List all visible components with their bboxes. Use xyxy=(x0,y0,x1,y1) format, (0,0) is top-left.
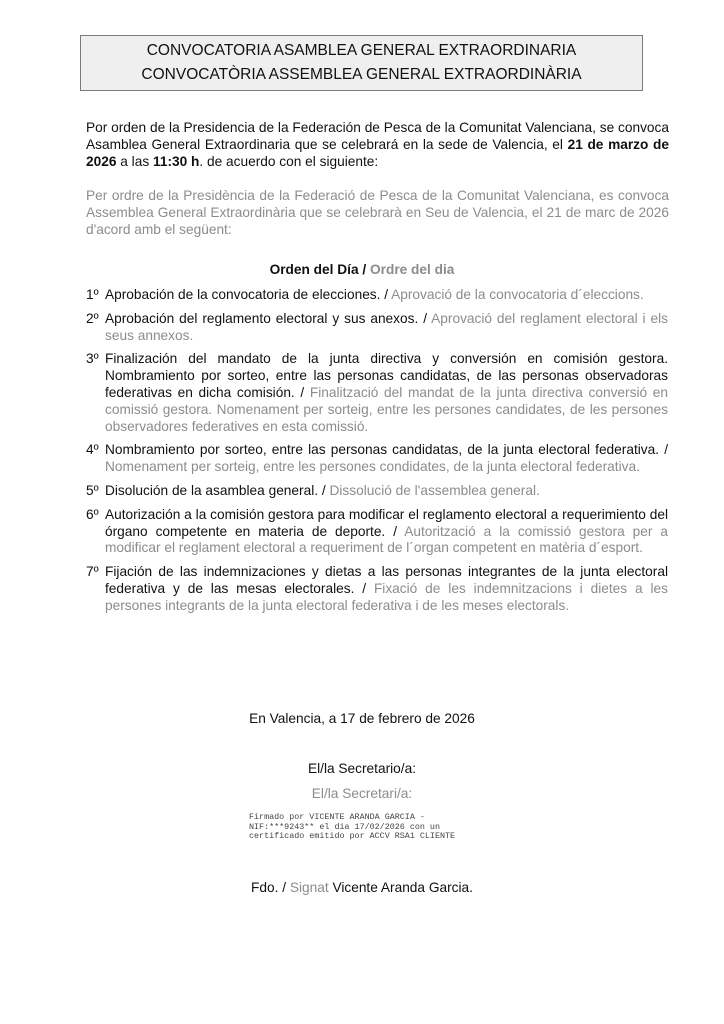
intro-text: a las xyxy=(116,153,153,169)
item-text-valencian: Aprovació de la convocatoria d´eleccions. xyxy=(391,287,644,302)
agenda-item xyxy=(86,483,668,500)
item-number: 4º xyxy=(86,442,99,458)
signer-name: Vicente Aranda Garcia. xyxy=(328,880,473,895)
separator: / xyxy=(418,310,432,326)
item-text-spanish: Finalización del mandato de la junta directiva y conversión en comisión gestora. Nombramiento por sorteo, entre las personas candidatas, de las personas observadoras federativas en dicha comisión. xyxy=(105,351,668,400)
item-number: 5º xyxy=(86,482,99,498)
separator: / xyxy=(294,384,310,400)
title-spanish: CONVOCATORIA ASAMBLEA GENERAL EXTRAORDINARIA xyxy=(146,42,577,59)
item-text-valencian: Aprovació del reglament electoral i els seus annexos. xyxy=(105,310,668,343)
item-number: 3º xyxy=(86,351,99,367)
signed-label-spanish: Fdo. xyxy=(251,880,279,895)
agenda-list xyxy=(86,287,668,622)
item-text-valencian: Finalització del mandat de la junta directiva conversió en comissió gestora. Nomenament per sorteig, entre les persones candidates, de les persones observadores federatives en esta comissió. xyxy=(105,384,668,434)
separator: / xyxy=(354,580,374,596)
intro-text: Por orden de la Presidencia de la Federación de Pesca de la Comunitat Valenciana, se convoca Asamblea General Extraordinaria que se celebrará en la sede de Valencia, el xyxy=(86,120,669,152)
item-text-valencian: Dissolució de l'assemblea general. xyxy=(329,482,540,498)
item-text-spanish: Nombramiento por sorteo, entre las personas candidatas, de la junta electoral federativa. xyxy=(105,442,660,458)
separator: / xyxy=(358,262,370,277)
item-text-spanish: Autorización a la comisión gestora para modificar el reglamento electoral a requerimiento del órgano competente en materia de deporte. xyxy=(105,506,668,539)
agenda-item xyxy=(86,351,668,435)
item-text-spanish: Aprobación del reglamento electoral y sus anexos. xyxy=(105,310,419,326)
item-number: 1º xyxy=(86,287,99,302)
secretary-label-valencian: El/la Secretari/a: xyxy=(311,786,413,801)
separator: / xyxy=(380,287,392,302)
signed-label-valencian: Signat xyxy=(289,880,329,895)
meeting-time: 11:30 h xyxy=(152,153,200,169)
agenda-title xyxy=(0,262,724,277)
separator: / xyxy=(318,482,330,498)
item-text-valencian: Fixació de les indemnitzacions i dietes a les persones integrants de la junta electoral federativa i de les meses electorals. xyxy=(105,580,668,613)
agenda-item xyxy=(86,507,668,557)
intro-text: . de acuerdo con el siguiente: xyxy=(199,153,379,169)
item-number: 6º xyxy=(86,506,99,522)
item-text-spanish: Fijación de las indemnizaciones y dietas a las personas integrantes de la junta electoral federativa y de las mesas electorales. xyxy=(105,564,668,596)
intro-valencian: Per ordre de la Presidència de la Federació de Pesca de la Comunitat Valenciana, es convoca Assemblea General Extraordinària que se celebrarà en Seu de Valencia, el 21 de marc de 2026 d'acord amb el següent: xyxy=(86,188,669,237)
separator: / xyxy=(278,880,290,895)
agenda-title-valencian: Ordre del dia xyxy=(369,262,455,277)
separator: / xyxy=(659,442,668,458)
item-text-spanish: Aprobación de la convocatoria de elecciones. xyxy=(105,287,381,302)
intro-spanish xyxy=(86,120,669,170)
agenda-item xyxy=(86,311,668,345)
item-number: 2º xyxy=(86,310,99,326)
separator: / xyxy=(385,523,405,539)
item-text-spanish: Disolución de la asamblea general. xyxy=(105,482,319,498)
agenda-item xyxy=(86,287,668,304)
meeting-date: 21 de marzo de 2026 xyxy=(86,136,669,169)
agenda-item xyxy=(86,442,668,476)
place-and-date: En Valencia, a 17 de febrero de 2026 xyxy=(249,711,475,726)
item-number: 7º xyxy=(86,564,99,580)
agenda-title-spanish: Orden del Día xyxy=(269,262,359,277)
item-text-valencian: Autorització a la comissió gestora per a modificar el reglament electoral a requeriment de l´organ competent en matèria d´esport. xyxy=(105,523,668,556)
item-text-valencian: Nomenament per sorteig, entre les persones condidates, de la junta electoral federativa. xyxy=(105,459,640,475)
agenda-item xyxy=(86,564,668,614)
signed-by-line xyxy=(0,880,724,895)
digital-signature-stamp: Firmado por VICENTE ARANDA GARCIA - NIF:***9243** el dia 17/02/2026 con un certificado emitido por ACCV RSA1 CLIENTE xyxy=(249,812,456,842)
title-valencian: CONVOCATÒRIA ASSEMBLEA GENERAL EXTRAORDINÀRIA xyxy=(141,66,582,83)
document-title-box xyxy=(80,35,643,91)
secretary-label-spanish: El/la Secretario/a: xyxy=(307,761,417,776)
